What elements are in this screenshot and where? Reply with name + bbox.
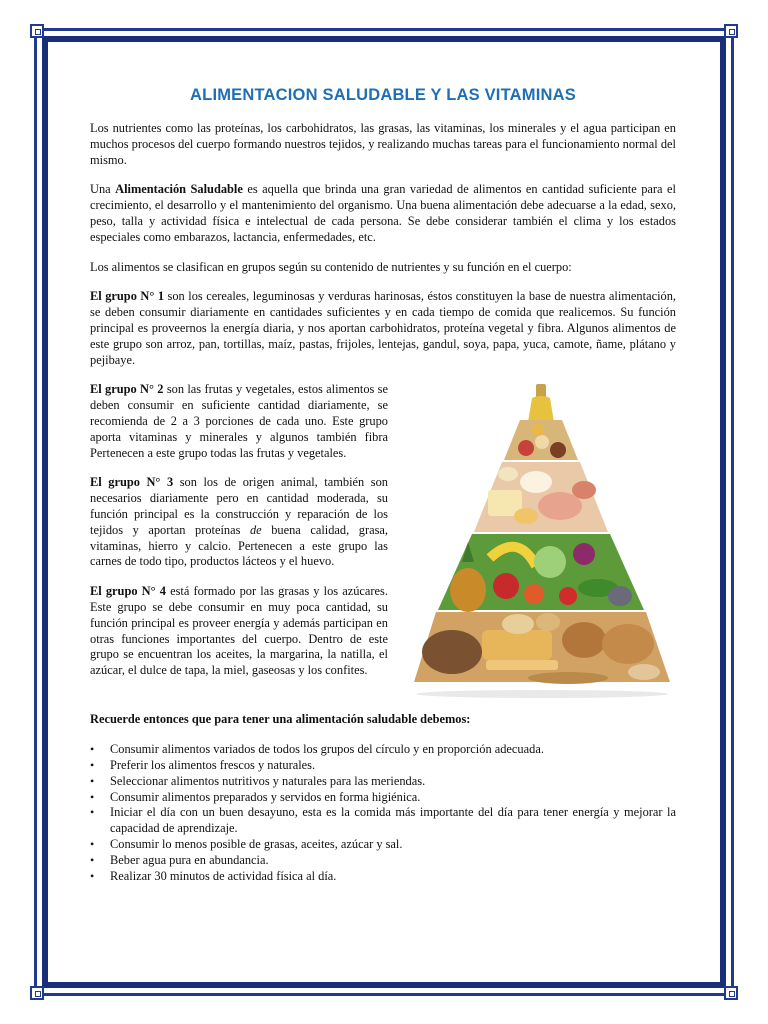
group-2-text: son las frutas y vegetales, estos alimentos se deben consumir en suficiente cantidad diariamente, se recomienda de 2 a 3 porciones de cada uno. Este grupo aporta vitaminas y minerales y algunos también fibra Pertenecen a este grupo todas las frutas y vegetales. bbox=[90, 382, 388, 460]
corner-ornament-top-left bbox=[30, 24, 44, 38]
corner-ornament-top-right bbox=[724, 24, 738, 38]
list-item: • Realizar 30 minutos de actividad física al día. bbox=[108, 869, 676, 885]
list-item: • Preferir los alimentos frescos y naturales. bbox=[108, 758, 676, 774]
definition-text: es aquella que brinda una gran variedad de alimentos en cantidad suficiente para el crecimiento, el desarrollo y el mantenimiento del organismo. Una buena alimentación debe adecuarse a la edad, sexo, peso, talla y actividad física e intelectual de cada persona. Se debe considerar también el clima y los estados especiales como embarazos, lactancia, enfermedades, etc. bbox=[90, 182, 676, 244]
page-title: ALIMENTACION SALUDABLE Y LAS VITAMINAS bbox=[190, 86, 576, 104]
group-4-label: El grupo N° 4 bbox=[90, 584, 166, 599]
group-4-text: está formado por las grasas y los azúcares. Este grupo se debe consumir en muy poca cantidad, su función principal es proveer energía y además participan en otras funciones importantes del cuerpo. Dentro de este grupo se encuentran los aceites, la margarina, la natilla, el azúcar, el dulce de tapa, la miel, gaseosas y los confites. bbox=[90, 584, 388, 678]
list-item: • Seleccionar alimentos nutritivos y naturales para las meriendas. bbox=[108, 774, 676, 790]
groups-column bbox=[90, 382, 388, 702]
group-3-text-italic: de bbox=[249, 522, 262, 537]
definition-lead: Una bbox=[90, 182, 116, 197]
groups-with-image bbox=[90, 382, 676, 702]
group-3-paragraph bbox=[90, 475, 388, 570]
group-1-paragraph bbox=[90, 289, 676, 368]
group-1-label: El grupo N° 1 bbox=[90, 289, 165, 304]
intro-paragraph: Los nutrientes como las proteínas, los carbohidratos, las grasas, las vitaminas, los minerales y el agua participan en muchos procesos del cuerpo formando nuestros tejidos, y realizando muchas tareas para el funcionamiento normal del mismo. bbox=[90, 121, 676, 167]
list-item: • Consumir lo menos posible de grasas, aceites, azúcar y sal. bbox=[108, 837, 676, 853]
definition-paragraph bbox=[90, 182, 676, 245]
group-4-paragraph bbox=[90, 584, 388, 679]
definition-term: Alimentación Saludable bbox=[115, 182, 243, 197]
recommendations-heading: Recuerde entonces que para tener una alimentación saludable debemos: bbox=[90, 712, 471, 727]
recommendations-list bbox=[90, 742, 676, 884]
classification-paragraph: Los alimentos se clasifican en grupos según su contenido de nutrientes y su función en el cuerpo: bbox=[90, 259, 572, 274]
group-3-text-a: son los de origen animal, también son necesarios diariamente pero en cantidad moderada, su función principal es la construcción y reparación de los tejidos y aportan proteínas bbox=[90, 475, 388, 537]
list-item: • Iniciar el día con un buen desayuno, esta es la comida más importante del día para tener energía y mejorar la capacidad de aprendizaje. bbox=[108, 805, 676, 837]
food-pyramid-image bbox=[408, 382, 676, 702]
list-item: • Consumir alimentos variados de todos los grupos del círculo y en proporción adecuada. bbox=[108, 742, 676, 758]
list-item: • Consumir alimentos preparados y servidos en forma higiénica. bbox=[108, 790, 676, 806]
group-3-text-b: buena calidad, grasa, vitaminas, hierro y calcio. Pertenecen a este grupo las carnes de todo tipo, productos lácteos y el huevo. bbox=[90, 522, 388, 569]
document-body bbox=[90, 80, 676, 884]
food-pyramid-illustration bbox=[408, 382, 676, 702]
corner-ornament-bottom-right bbox=[724, 986, 738, 1000]
corner-ornament-bottom-left bbox=[30, 986, 44, 1000]
group-1-text: son los cereales, leguminosas y verduras harinosas, éstos constituyen la base de nuestra alimentación, se deben consumir diariamente en cantidades suficientes y en cada tiempo de comida que realicemos. Su función principal es proveernos la energía diaria, y nos aportan carbohidratos, proteína vegetal y fibra. Algunos alimentos de este grupo son arroz, pan, tortillas, maíz, pastas, frijoles, lentejas, gandul, soya, papa, yuca, camote, ñame, plátano y pejibaye. bbox=[90, 289, 677, 367]
group-3-label: El grupo N° 3 bbox=[90, 475, 174, 490]
group-2-label: El grupo N° 2 bbox=[90, 382, 164, 397]
list-item: • Beber agua pura en abundancia. bbox=[108, 853, 676, 869]
group-2-paragraph bbox=[90, 382, 388, 461]
